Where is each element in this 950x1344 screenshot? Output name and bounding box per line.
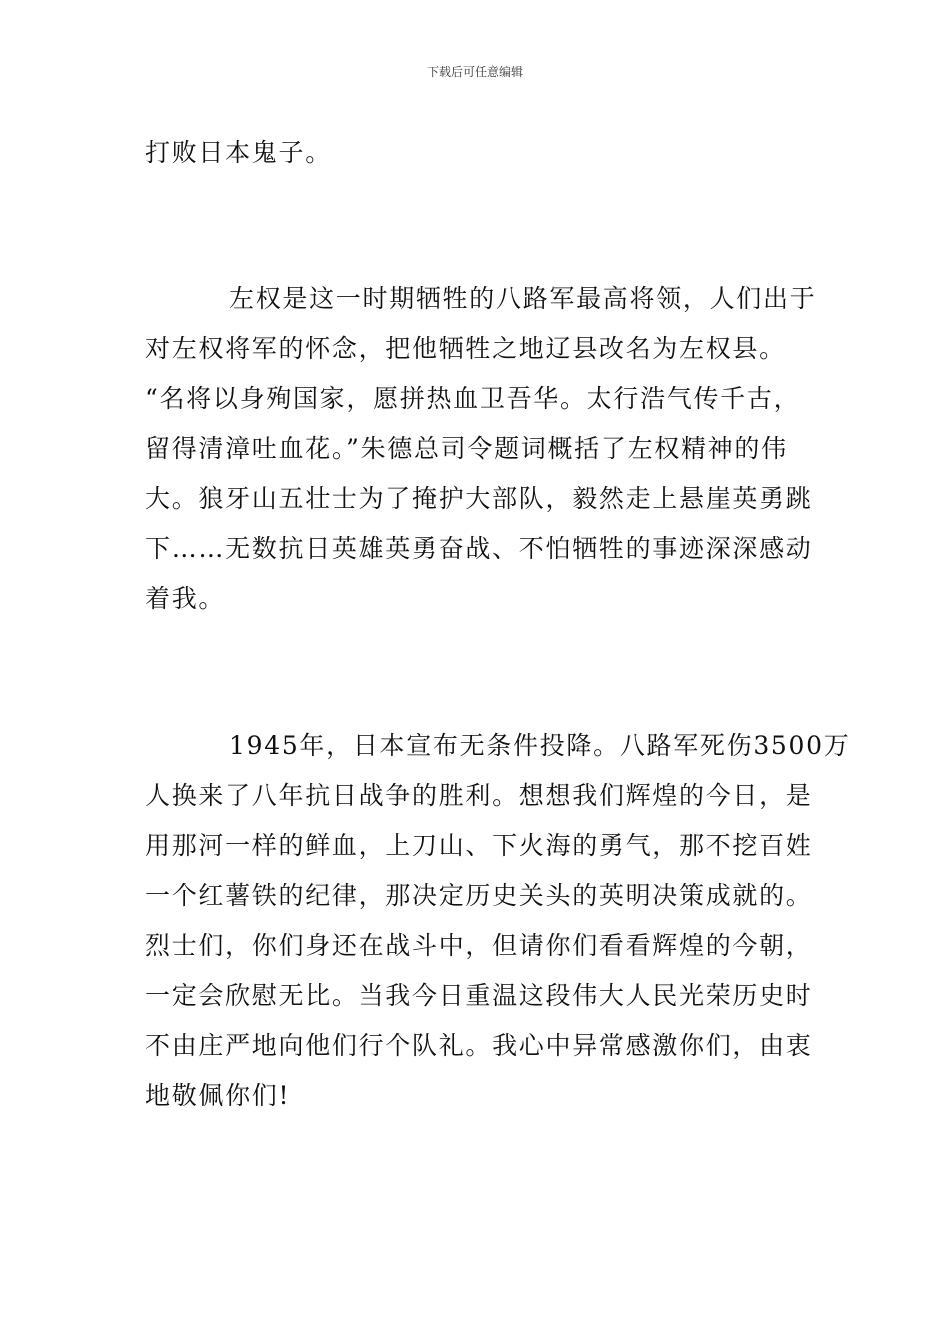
paragraph-3-line-6: 一定会欣慰无比。当我今日重温这段伟大人民光荣历史时 [145,981,813,1010]
paragraph-1-line-1: 打败日本鬼子。 [145,138,332,167]
paragraph-2-line-7: 着我。 [145,584,226,613]
paragraph-3-line-3: 用那河一样的鲜血，上刀山、下火海的勇气，那不挖百姓 [145,831,813,860]
paragraph-2-line-2: 对左权将军的怀念，把他牺牲之地辽县改名为左权县。 [145,334,786,363]
paragraph-3-line-7: 不由庄严地向他们行个队礼。我心中异常感激你们，由衷 [145,1031,813,1060]
paragraph-2-line-5: 大。狼牙山五壮士为了掩护大部队，毅然走上悬崖英勇跳 [145,484,813,513]
page-header-note: 下载后可任意编辑 [426,65,523,79]
paragraph-3-line-1: 1945年，日本宣布无条件投降。八路军死伤3500万 [229,731,851,760]
paragraph-3-line-4: 一个红薯铁的纪律，那决定历史关头的英明决策成就的。 [145,881,813,910]
paragraph-3-line-2: 人换来了八年抗日战争的胜利。想想我们辉煌的今日，是 [145,781,813,810]
paragraph-3-line-5: 烈士们，你们身还在战斗中，但请你们看看辉煌的今朝， [145,931,813,960]
paragraph-2-line-4: 留得清漳吐血花。”朱德总司令题词概括了左权精神的伟 [145,434,788,463]
paragraph-2-line-3: “名将以身殉国家，愿拼热血卫吾华。太行浩气传千古， [145,384,801,413]
paragraph-3-line-8: 地敬佩你们! [145,1081,291,1110]
paragraph-2-line-6: 下……无数抗日英雄英勇奋战、不怕牺牲的事迹深深感动 [145,534,813,563]
paragraph-2-line-1: 左权是这一时期牺牲的八路军最高将领，人们出于 [229,284,817,313]
